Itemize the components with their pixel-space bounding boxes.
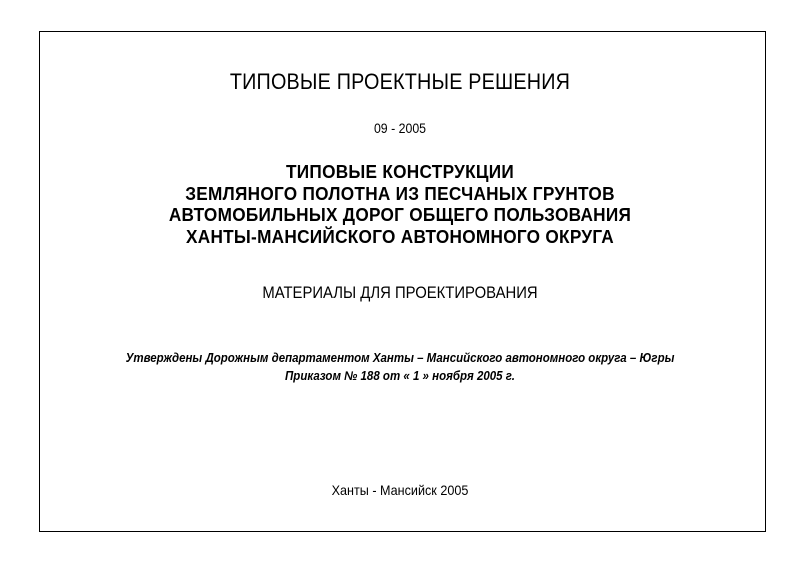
main-title-line: ХАНТЫ-МАНСИЙСКОГО АВТОНОМНОГО ОКРУГА <box>185 225 615 247</box>
main-title-line: ЗЕМЛЯНОГО ПОЛОТНА ИЗ ПЕСЧАНЫХ ГРУНТОВ <box>185 182 615 204</box>
subtitle: МАТЕРИАЛЫ ДЛЯ ПРОЕКТИРОВАНИЯ <box>262 284 538 302</box>
series-title: ТИПОВЫЕ ПРОЕКТНЫЕ РЕШЕНИЯ <box>229 69 571 94</box>
page-frame <box>39 31 766 532</box>
approval-statement <box>32 349 768 385</box>
main-title <box>28 161 772 247</box>
approval-line: Утверждены Дорожным департаментом Ханты – Мансийского автономного округа – Югры <box>125 351 675 365</box>
document-number: 09 - 2005 <box>373 120 427 136</box>
main-title-line: ТИПОВЫЕ КОНСТРУКЦИИ <box>285 161 515 182</box>
approval-line: Приказом № 188 от « 1 » ноября 2005 г. <box>285 369 515 383</box>
main-title-line: АВТОМОБИЛЬНЫХ ДОРОГ ОБЩЕГО ПОЛЬЗОВАНИЯ <box>168 204 632 225</box>
place-and-year: Ханты - Мансийск 2005 <box>331 482 469 498</box>
